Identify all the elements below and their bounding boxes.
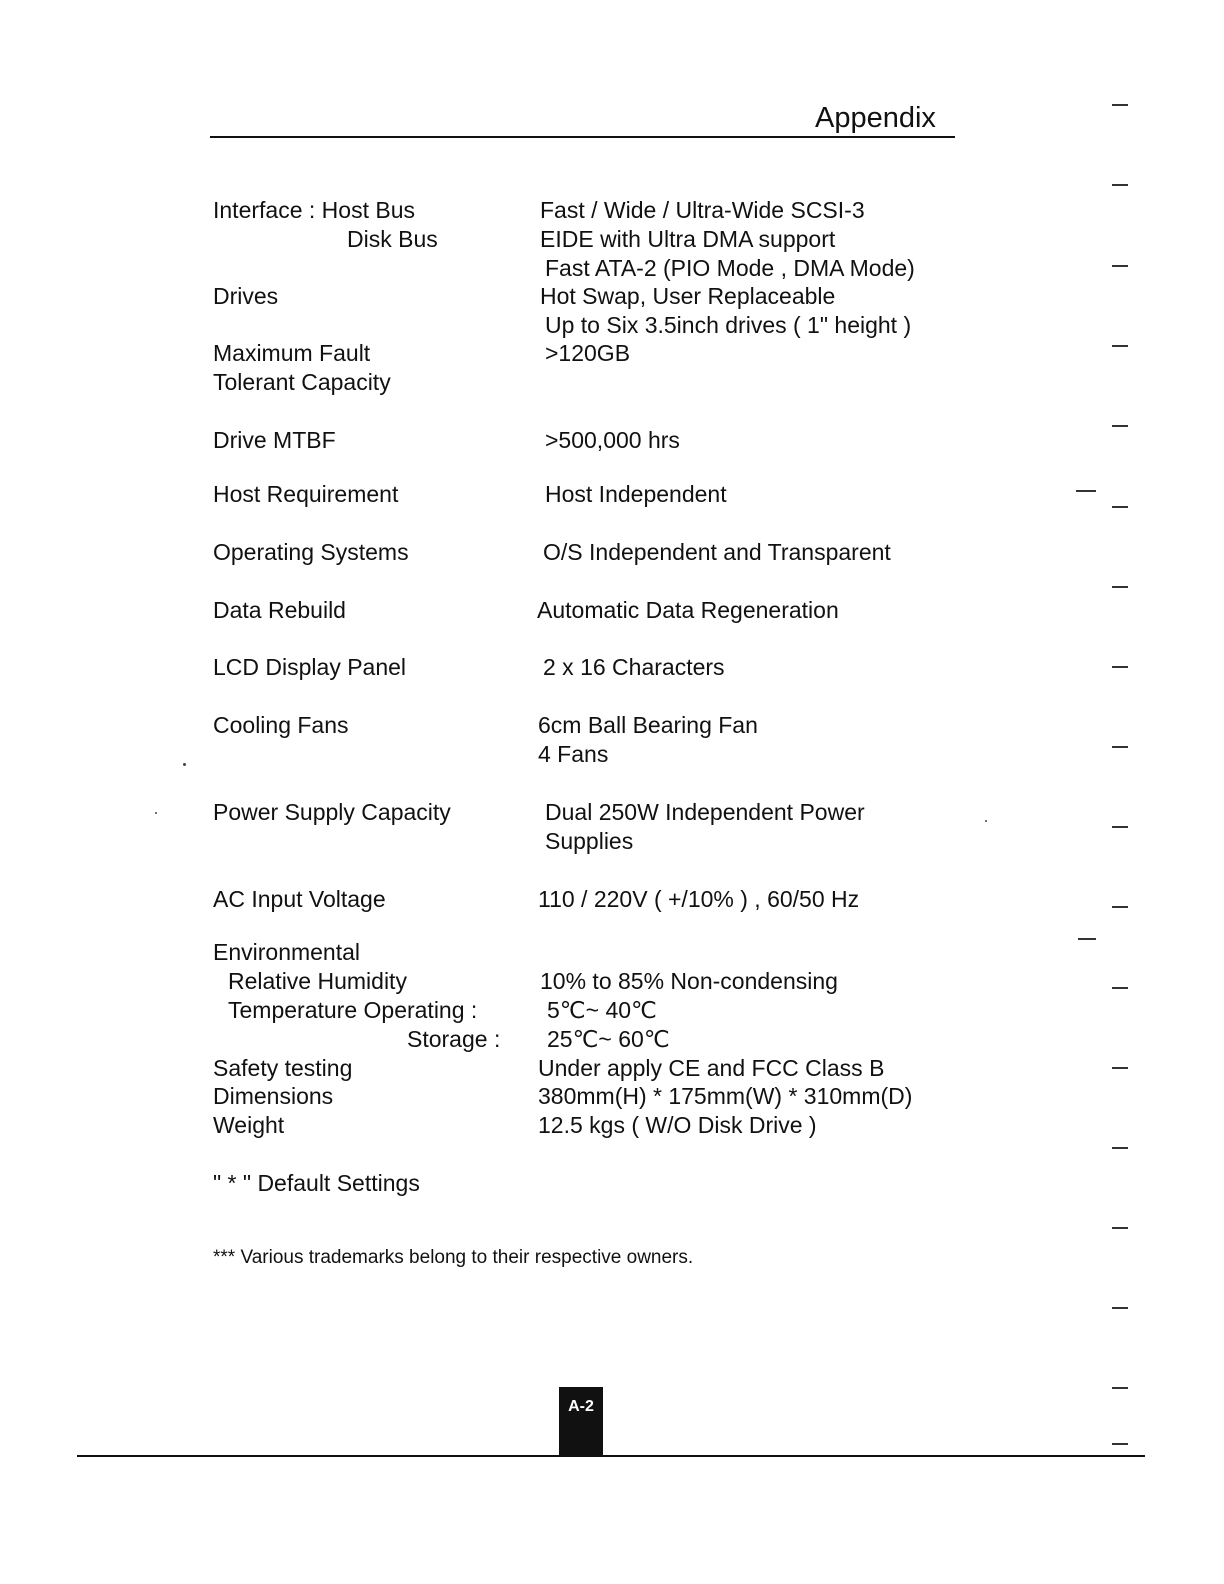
edge-mark bbox=[1112, 586, 1128, 588]
fans-value-1: 6cm Ball Bearing Fan bbox=[538, 712, 758, 738]
edge-mark bbox=[1112, 906, 1128, 908]
os-value: O/S Independent and Transparent bbox=[543, 539, 891, 565]
footer-rule bbox=[77, 1455, 1145, 1457]
mtbf-label: Drive MTBF bbox=[213, 427, 336, 453]
humidity-value: 10% to 85% Non-condensing bbox=[540, 968, 838, 994]
trademark-note: *** Various trademarks belong to their respective owners. bbox=[213, 1247, 694, 1268]
edge-mark bbox=[1112, 746, 1128, 748]
edge-mark bbox=[1112, 666, 1128, 668]
edge-mark bbox=[1078, 938, 1096, 940]
edge-mark bbox=[1112, 1387, 1128, 1389]
host-req-label: Host Requirement bbox=[213, 481, 399, 507]
drives-value-1: Hot Swap, User Replaceable bbox=[540, 283, 836, 309]
edge-mark bbox=[1112, 265, 1128, 267]
max-fault-label-2: Tolerant Capacity bbox=[213, 369, 391, 395]
fans-label: Cooling Fans bbox=[213, 712, 349, 738]
scan-speck bbox=[183, 763, 186, 766]
ac-label: AC Input Voltage bbox=[213, 886, 386, 912]
temp-storage-label: Storage : bbox=[407, 1026, 501, 1052]
max-fault-label-1: Maximum Fault bbox=[213, 340, 371, 366]
edge-mark bbox=[1112, 1307, 1128, 1309]
mtbf-value: >500,000 hrs bbox=[545, 427, 680, 453]
edge-mark bbox=[1112, 1227, 1128, 1229]
edge-mark bbox=[1112, 425, 1128, 427]
os-label: Operating Systems bbox=[213, 539, 409, 565]
rebuild-label: Data Rebuild bbox=[213, 597, 346, 623]
weight-value: 12.5 kgs ( W/O Disk Drive ) bbox=[538, 1112, 817, 1138]
edge-mark bbox=[1112, 826, 1128, 828]
edge-mark bbox=[1112, 184, 1128, 186]
power-value-1: Dual 250W Independent Power bbox=[545, 799, 865, 825]
temp-op-label: Temperature Operating : bbox=[228, 997, 478, 1023]
safety-label: Safety testing bbox=[213, 1055, 353, 1081]
edge-mark bbox=[1112, 1147, 1128, 1149]
disk-bus-label: Disk Bus bbox=[347, 226, 438, 252]
safety-value: Under apply CE and FCC Class B bbox=[538, 1055, 885, 1081]
env-label: Environmental bbox=[213, 939, 361, 965]
page-number: A-2 bbox=[559, 1387, 603, 1457]
drives-value-2: Up to Six 3.5inch drives ( 1" height ) bbox=[545, 312, 912, 338]
temp-op-value: 5℃~ 40℃ bbox=[547, 997, 657, 1023]
ac-value: 110 / 220V ( +/10% ) , 60/50 Hz bbox=[538, 886, 860, 912]
temp-storage-value: 25℃~ 60℃ bbox=[547, 1026, 670, 1052]
edge-mark bbox=[1112, 506, 1128, 508]
interface-label: Interface : Host Bus bbox=[213, 197, 415, 223]
dimensions-label: Dimensions bbox=[213, 1083, 334, 1109]
page-title: Appendix bbox=[815, 102, 936, 134]
disk-bus-value-1: EIDE with Ultra DMA support bbox=[540, 226, 836, 252]
host-req-value: Host Independent bbox=[545, 481, 727, 507]
scan-speck bbox=[985, 820, 987, 822]
lcd-label: LCD Display Panel bbox=[213, 654, 407, 680]
dimensions-value: 380mm(H) * 175mm(W) * 310mm(D) bbox=[538, 1083, 913, 1109]
rebuild-value: Automatic Data Regeneration bbox=[537, 597, 839, 623]
edge-mark bbox=[1112, 104, 1128, 106]
max-fault-value: >120GB bbox=[545, 340, 631, 366]
edge-mark bbox=[1076, 490, 1096, 492]
edge-mark bbox=[1112, 1443, 1128, 1445]
edge-mark bbox=[1112, 345, 1128, 347]
drives-label: Drives bbox=[213, 283, 279, 309]
power-label: Power Supply Capacity bbox=[213, 799, 451, 825]
humidity-label: Relative Humidity bbox=[228, 968, 407, 994]
edge-mark bbox=[1112, 1067, 1128, 1069]
weight-label: Weight bbox=[213, 1112, 285, 1138]
default-settings-note: " * " Default Settings bbox=[213, 1170, 420, 1196]
power-value-2: Supplies bbox=[545, 828, 634, 854]
lcd-value: 2 x 16 Characters bbox=[543, 654, 725, 680]
fans-value-2: 4 Fans bbox=[538, 741, 609, 767]
edge-mark bbox=[1112, 987, 1128, 989]
interface-value: Fast / Wide / Ultra-Wide SCSI-3 bbox=[540, 197, 865, 223]
header-rule bbox=[210, 136, 955, 138]
disk-bus-value-2: Fast ATA-2 (PIO Mode , DMA Mode) bbox=[545, 255, 915, 281]
scan-speck bbox=[155, 812, 157, 814]
